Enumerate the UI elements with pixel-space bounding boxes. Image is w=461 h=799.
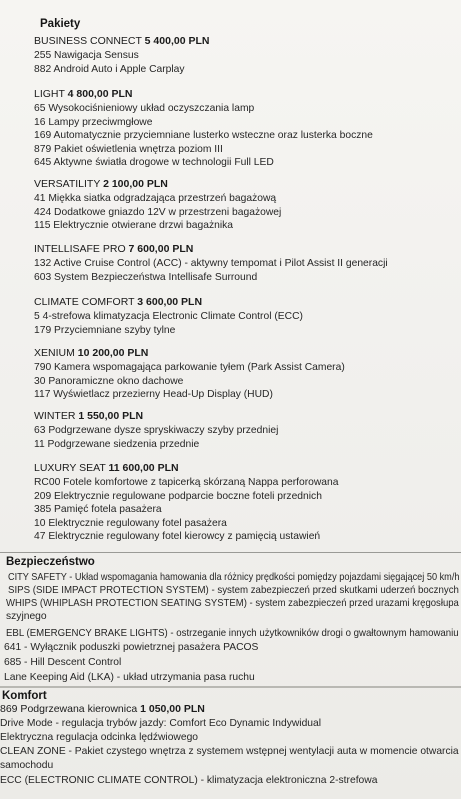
package-price: 10 200,00 PLN (77, 347, 149, 359)
package-header (34, 296, 202, 309)
section-title-pakiety: Pakiety (40, 18, 81, 30)
safety-item: SIPS (SIDE IMPACT PROTECTION SYSTEM) - system zabezpieczeń przed skutkami uderzeń bocznych (8, 585, 459, 596)
package-price: 2 100,00 PLN (103, 178, 168, 190)
package-item: 385 Pamięć fotela pasażera (34, 504, 162, 516)
package-price: 1 550,00 PLN (78, 410, 144, 422)
package-item: 10 Elektrycznie regulowany fotel pasażera (34, 517, 227, 529)
package-item: 132 Active Cruise Control (ACC) - aktywny tempomat i Pilot Assist II generacji (34, 258, 388, 269)
package-header (34, 243, 193, 256)
comfort-item-price: 1 050,00 PLN (140, 703, 205, 715)
section-title-komfort: Komfort (2, 690, 47, 702)
package-header (34, 347, 148, 360)
package-item: 424 Dodatkowe gniazdo 12V w przestrzeni bagażowej (34, 206, 282, 218)
package-name: CLIMATE COMFORT (34, 296, 135, 308)
package-item: 255 Nawigacja Sensus (34, 50, 139, 61)
package-name: BUSINESS CONNECT (34, 35, 142, 47)
package-header (34, 410, 143, 423)
package-name: XENIUM (34, 347, 75, 359)
package-header (34, 88, 132, 101)
package-name: WINTER (34, 410, 76, 422)
package-item: 63 Podgrzewane dysze spryskiwaczy szyby przedniej (34, 425, 279, 436)
comfort-item-name: 869 Podgrzewana kierownica (0, 703, 138, 715)
comfort-item: Elektryczna regulacja odcinka lędźwiowego (0, 732, 199, 743)
safety-item: Lane Keeping Aid (LKA) - układ utrzymania pasa ruchu (4, 672, 255, 683)
package-price: 5 400,00 PLN (144, 35, 210, 47)
package-item: 790 Kamera wspomagająca parkowanie tyłem (Park Assist Camera) (34, 362, 345, 373)
package-item: 41 Miękka siatka odgradzająca przestrzeń bagażową (34, 193, 277, 204)
package-item: 16 Lampy przeciwmgłowe (34, 116, 153, 128)
safety-item: CITY SAFETY - Układ wspomagania hamowania dla różnicy prędkości pomiędzy pojazdami sięgającej 50 km/h (8, 572, 460, 583)
package-item: 11 Podgrzewane siedzenia przednie (34, 438, 200, 450)
package-header (34, 35, 209, 48)
safety-item: 685 - Hill Descent Control (4, 657, 122, 668)
package-price: 11 600,00 PLN (108, 462, 179, 474)
package-item: 30 Panoramiczne okno dachowe (34, 375, 184, 387)
package-name: VERSATILITY (34, 178, 101, 190)
comfort-item-header (0, 703, 205, 716)
package-item: 65 Wysokociśnieniowy układ oczyszczania lamp (34, 103, 255, 114)
comfort-item: ECC (ELECTRONIC CLIMATE CONTROL) - klimatyzacja elektroniczna 2-strefowa (0, 775, 378, 786)
package-name: LUXURY SEAT (34, 462, 106, 474)
package-item: 47 Elektrycznie regulowany fotel kierowcy z pamięcią ustawień (34, 531, 321, 543)
comfort-item: CLEAN ZONE - Pakiet czystego wnętrza z systemem wstępnej wentylacji auta w momencie otwarcia (0, 746, 459, 757)
package-name: INTELLISAFE PRO (34, 243, 126, 255)
package-header (34, 178, 168, 191)
package-item: 117 Wyświetlacz przezierny Head-Up Display (HUD) (34, 389, 273, 401)
package-item: 5 4-strefowa klimatyzacja Electronic Climate Control (ECC) (34, 311, 303, 322)
package-item: RC00 Fotele komfortowe z tapicerką skórzaną Nappa perforowana (34, 477, 339, 488)
package-item: 879 Pakiet oświetlenia wnętrza poziom III (34, 143, 223, 155)
package-price: 7 600,00 PLN (128, 243, 194, 255)
section-divider (0, 686, 461, 688)
safety-item: EBL (EMERGENCY BRAKE LIGHTS) - ostrzeganie innych użytkowników drogi o gwałtownym hamowaniu (6, 628, 459, 639)
package-price: 3 600,00 PLN (137, 296, 203, 308)
package-item: 882 Android Auto i Apple Carplay (34, 63, 185, 75)
package-item: 179 Przyciemniane szyby tylne (34, 324, 176, 336)
package-item: 209 Elektrycznie regulowane podparcie boczne foteli przednich (34, 490, 322, 502)
safety-item: szyjnego (6, 611, 47, 622)
package-name: LIGHT (34, 88, 65, 100)
section-divider (0, 552, 461, 553)
comfort-item: samochodu (0, 760, 54, 771)
safety-item: WHIPS (WHIPLASH PROTECTION SEATING SYSTEM) - system zabezpieczeń przed urazami kręgosłupa (6, 598, 459, 609)
comfort-item: Drive Mode - regulacja trybów jazdy: Comfort Eco Dynamic Indywidual (0, 718, 322, 729)
package-item: 603 System Bezpieczeństwa Intellisafe Surround (34, 271, 258, 283)
safety-item: 641 - Wyłącznik poduszki powietrznej pasażera PACOS (4, 642, 259, 653)
package-item: 115 Elektrycznie otwierane drzwi bagażnika (34, 220, 233, 232)
package-price: 4 800,00 PLN (67, 88, 133, 100)
package-header (34, 462, 179, 475)
package-item: 645 Aktywne światła drogowe w technologii Full LED (34, 157, 274, 169)
section-title-bezpieczenstwo: Bezpieczeństwo (6, 556, 95, 568)
package-item: 169 Automatycznie przyciemniane lusterko wsteczne oraz lusterka boczne (34, 130, 373, 142)
